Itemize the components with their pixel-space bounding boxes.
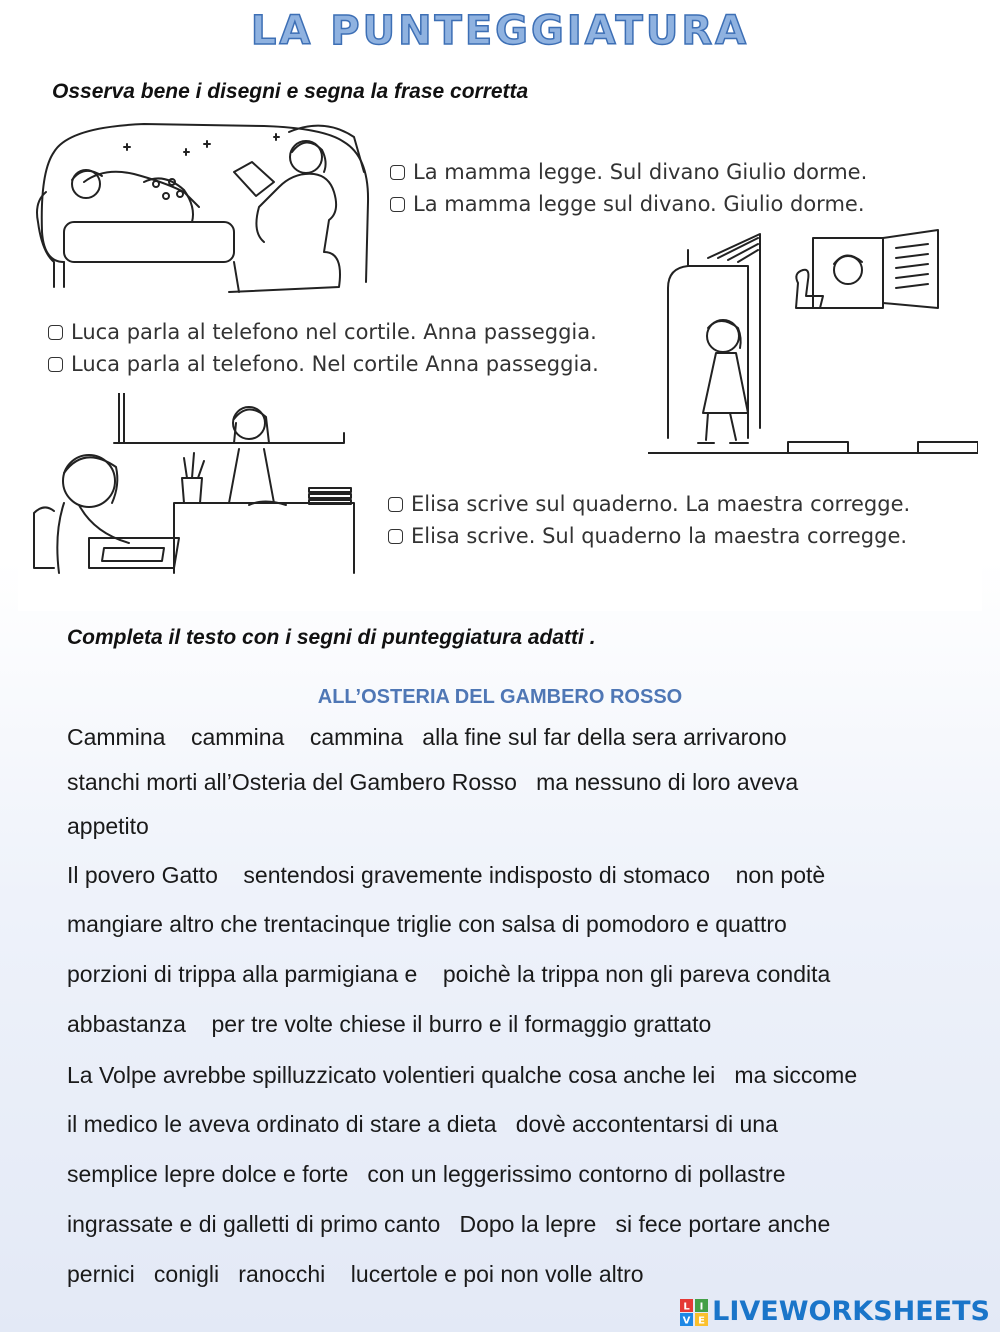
checkbox-icon[interactable] — [48, 325, 63, 340]
checkbox-icon[interactable] — [48, 357, 63, 372]
checkbox-icon[interactable] — [390, 165, 405, 180]
story-line: porzioni di trippa alla parmigiana e poichè la trippa non gli pareva condita — [67, 961, 831, 987]
story-line: La Volpe avrebbe spilluzzicato volentieri qualche cosa anche lei ma siccome — [67, 1062, 858, 1088]
story-line: Il povero Gatto sentendosi gravemente indisposto di stomaco non potè — [67, 862, 826, 888]
option-1a[interactable]: La mamma legge. Sul divano Giulio dorme. — [390, 160, 867, 184]
story-line: ingrassate e di galletti di primo canto Dopo la lepre si fece portare anche — [67, 1211, 831, 1237]
story-line: semplice lepre dolce e forte con un leggerissimo contorno di pollastre — [67, 1161, 786, 1187]
option-2b[interactable]: Luca parla al telefono. Nel cortile Anna passeggia. — [48, 352, 599, 376]
svg-text:E: E — [698, 1315, 706, 1326]
svg-text:V: V — [682, 1315, 691, 1326]
story-line: mangiare altro che trentacinque triglie con salsa di pomodoro e quattro — [67, 911, 787, 937]
courtyard-phone-illustration — [648, 228, 978, 468]
page-title: LA PUNTEGGIATURA — [250, 8, 750, 54]
story-line: il medico le aveva ordinato di stare a dieta dovè accontentarsi di una — [67, 1111, 778, 1137]
option-3a[interactable]: Elisa scrive sul quaderno. La maestra corregge. — [388, 492, 910, 516]
option-2a[interactable]: Luca parla al telefono nel cortile. Anna passeggia. — [48, 320, 597, 344]
exercise-panel — [18, 108, 982, 611]
logo-text: LIVEWORKSHEETS — [712, 1296, 990, 1327]
story-line: pernici conigli ranocchi lucertole e poi non volle altro — [67, 1261, 644, 1287]
liveworksheets-logo-icon — [680, 1297, 710, 1327]
checkbox-icon[interactable] — [388, 529, 403, 544]
story-title: ALL’OSTERIA DEL GAMBERO ROSSO — [317, 686, 683, 708]
option-3b[interactable]: Elisa scrive. Sul quaderno la maestra corregge. — [388, 524, 907, 548]
instruction-complete: Completa il testo con i segni di punteggiatura adatti . — [67, 626, 596, 649]
story-line: stanchi morti all’Osteria del Gambero Rosso ma nessuno di loro aveva — [67, 769, 799, 795]
svg-text:L: L — [683, 1301, 690, 1312]
classroom-writing-illustration — [24, 393, 364, 583]
story-line: abbastanza per tre volte chiese il burro e il formaggio grattato — [67, 1011, 712, 1037]
story-line: appetito — [67, 813, 149, 839]
sofa-reading-illustration — [24, 112, 374, 302]
svg-text:I: I — [699, 1301, 704, 1312]
checkbox-icon[interactable] — [388, 497, 403, 512]
story-line: Cammina cammina cammina alla fine sul far della sera arrivarono — [67, 724, 787, 750]
liveworksheets-logo[interactable] — [680, 1296, 990, 1327]
checkbox-icon[interactable] — [390, 197, 405, 212]
instruction-choose: Osserva bene i disegni e segna la frase corretta — [52, 80, 529, 103]
option-1b[interactable]: La mamma legge sul divano. Giulio dorme. — [390, 192, 865, 216]
